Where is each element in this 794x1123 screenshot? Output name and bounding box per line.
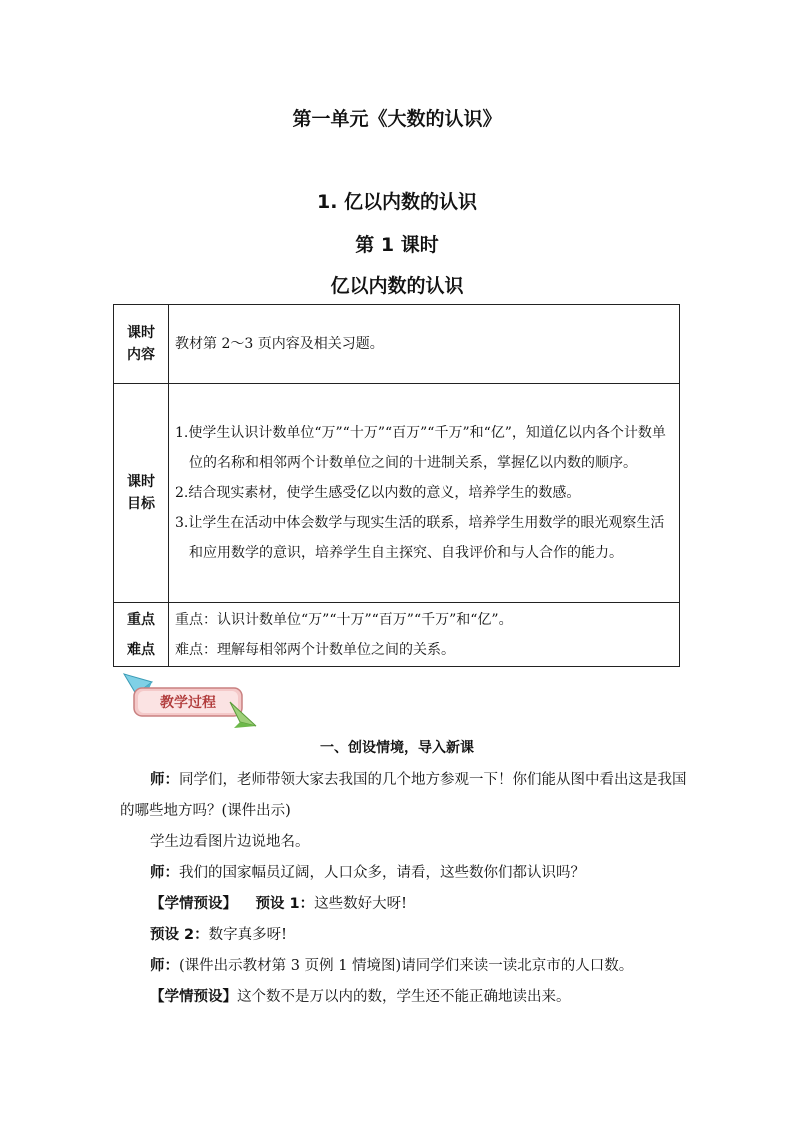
lesson-body <box>120 765 690 1013</box>
label-line: 目标 <box>127 496 155 512</box>
label-key-difficult <box>114 603 169 667</box>
goal-item: 3.让学生在活动中体会数学与现实生活的联系，培养学生用数学的眼光观察生活和应用数学的意识，培养学生自主探究、自我评价和与人合作的能力。 <box>175 515 665 561</box>
label-line: 课时 <box>127 474 155 490</box>
table-row-content <box>114 305 680 384</box>
lesson-content-cell <box>169 305 680 384</box>
paragraph <box>120 951 690 982</box>
difficulty-text: 难点：理解每相邻两个计数单位之间的关系。 <box>175 641 455 658</box>
teacher-label: 师： <box>150 772 179 788</box>
badge-label: 教学过程 <box>160 695 216 711</box>
paragraph <box>120 827 690 858</box>
preset-label: 【学情预设】 <box>150 989 237 1005</box>
label-line: 内容 <box>127 347 155 363</box>
lesson-goals-cell <box>169 384 680 603</box>
table-row-key-points <box>114 603 680 667</box>
paragraph-text: 这些数好大呀! <box>314 896 407 912</box>
label-line: 难点 <box>127 641 155 658</box>
teacher-label: 师： <box>150 958 179 974</box>
paper-plane-badge-icon <box>122 672 262 732</box>
label-lesson-goals <box>114 384 169 603</box>
paragraph-text: (课件出示教材第 3 页例 1 情境图)请同学们来读一读北京市的人口数。 <box>179 958 634 974</box>
teacher-label: 师： <box>150 865 179 881</box>
goal-item: 1.使学生认识计数单位“万”“十万”“百万”“千万”和“亿”，知道亿以内各个计数单位的名称和相邻两个计数单位之间的十进制关系，掌握亿以内数的顺序。 <box>175 425 666 471</box>
paragraph <box>120 982 690 1013</box>
label-line: 课时 <box>127 325 155 341</box>
preset-label: 预设 1： <box>255 896 315 912</box>
paragraph-text: 同学们，老师带领大家去我国的几个地方参观一下！你们能从图中看出这是我国的哪些地方吗？(课件出示) <box>120 772 687 819</box>
unit-title: 第一单元《大数的认识》 <box>292 108 502 130</box>
section-title: 1. 亿以内数的认识 <box>316 191 478 213</box>
period-title: 第 1 课时 <box>355 234 439 256</box>
preset-label: 【学情预设】 <box>150 896 237 912</box>
teaching-process-badge <box>122 672 262 732</box>
goal-item: 2.结合现实素材，使学生感受亿以内数的意义，培养学生的数感。 <box>175 485 581 501</box>
paragraph <box>120 765 690 827</box>
paragraph-text: 这个数不是万以内的数，学生还不能正确地读出来。 <box>237 989 571 1005</box>
lesson-content-text: 教材第 2～3 页内容及相关习题。 <box>175 336 384 352</box>
preset-label: 预设 2： <box>150 927 209 943</box>
paragraph-text: 我们的国家幅员辽阔，人口众多，请看，这些数你们都认识吗？ <box>179 865 585 881</box>
key-point-text: 重点：认识计数单位“万”“十万”“百万”“千万”和“亿”。 <box>175 611 513 628</box>
paragraph <box>120 858 690 889</box>
section-heading: 一、创设情境，导入新课 <box>320 740 474 756</box>
paragraph-text: 数字真多呀! <box>208 927 287 943</box>
lesson-title: 亿以内数的认识 <box>330 275 464 297</box>
table-row-goals <box>114 384 680 603</box>
label-line: 重点 <box>127 611 155 628</box>
key-points-cell <box>169 603 680 667</box>
paragraph-text: 学生边看图片边说地名。 <box>150 834 310 850</box>
label-lesson-content <box>114 305 169 384</box>
paragraph <box>120 889 690 920</box>
paragraph <box>120 920 690 951</box>
lesson-info-table <box>113 304 680 667</box>
